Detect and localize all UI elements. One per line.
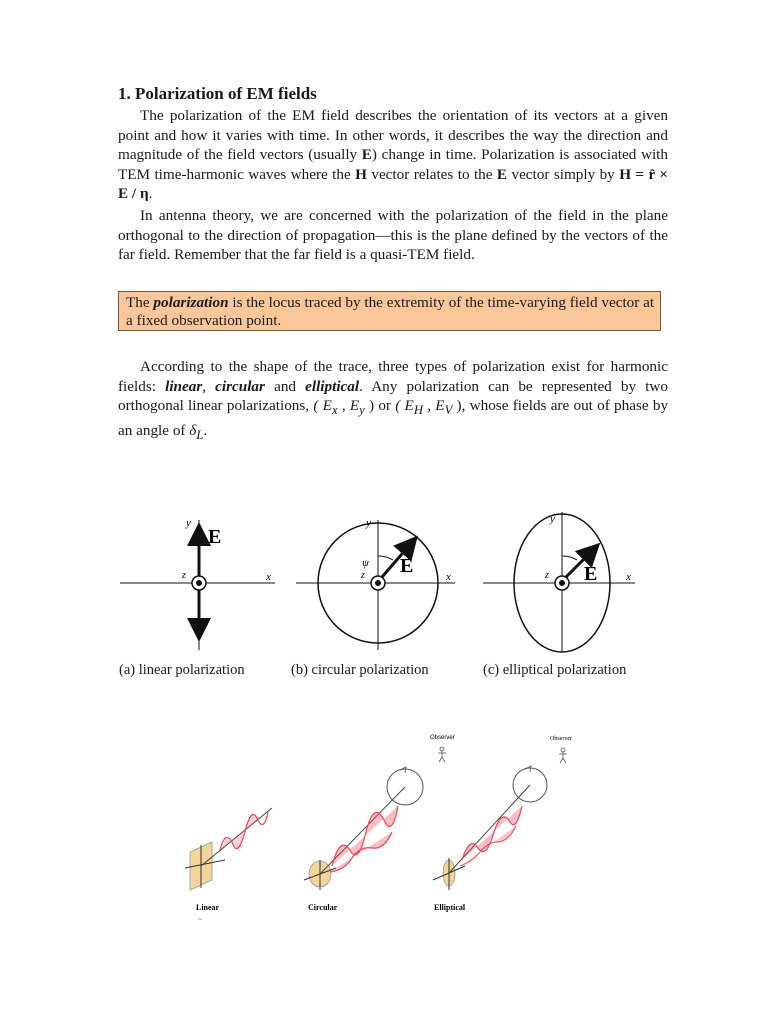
wave-illustration (0, 725, 768, 925)
svg-text:x: x (626, 571, 631, 583)
axis-z-label: z (182, 570, 186, 581)
caption-elliptical: (c) elliptical polarization (483, 662, 627, 678)
formula: H = r̂ × E / η (118, 165, 668, 203)
circular-wave-figure (304, 767, 423, 890)
paragraph-antenna-theory: In antenna theory, we are concerned with the polarization of the field in the plane orthogonal to the direction of propagation—this is the plane defined by the vectors of the far field. Remember that the far field is a quasi-TEM field. (118, 207, 668, 264)
elliptical-polarization-figure (483, 512, 635, 652)
observer-icon-1 (438, 747, 446, 762)
definition-box: The polarization is the locus traced by the extremity of the time-varying field vector at a fixed observation point. (118, 291, 661, 331)
tilde-mark: ~ (198, 915, 203, 924)
paragraph-intro: The polarization of the EM field describes the orientation of its vectors at a given point and how it varies with time. In other words, it describes the way the direction and magnitude of the field vectors (usually E) change in time. Polarization is associated with TEM time-harmonic waves where the H vector relates to the E vector simply by H = r̂ × E / η. (118, 107, 668, 203)
wave-label-circular: Circular (308, 903, 338, 912)
paragraph-types: According to the shape of the trace, three types of polarization exist for harmonic fields: linear, circular and elliptical. Any polarization can be represented by two orthogonal linear polarizations, ( $E_x$ , $E_y$ ) or ( $E_H$ , $E_V$ ), whose fields are out of phase by an angle of $\delta_L$. (118, 358, 669, 442)
axis-x-label: x (266, 571, 271, 583)
svg-text:E: E (584, 563, 598, 585)
linear-polarization-figure (120, 517, 275, 650)
wave-label-linear: Linear (196, 903, 220, 912)
svg-text:z: z (545, 570, 549, 581)
svg-text:y: y (550, 513, 555, 525)
section-heading: 1. Polarization of EM fields (118, 84, 317, 103)
polarization-diagram (0, 505, 768, 655)
svg-text:y: y (366, 517, 371, 529)
svg-text:E: E (400, 555, 414, 577)
elliptical-wave-figure (433, 766, 547, 890)
angle-psi-label: ψ (362, 557, 369, 569)
observer-label-1: Observer (430, 735, 455, 741)
wave-label-elliptical: Elliptical (434, 903, 466, 912)
axis-y-label: y (186, 517, 191, 529)
vector-e-label: E (208, 526, 222, 548)
observer-icon-2 (559, 748, 567, 763)
svg-text:z: z (361, 570, 365, 581)
svg-text:x: x (446, 571, 451, 583)
linear-wave-figure (185, 808, 272, 890)
caption-circular: (b) circular polarization (291, 662, 429, 678)
caption-linear: (a) linear polarization (119, 662, 245, 678)
observer-label-2: Observer (550, 736, 572, 742)
circular-polarization-figure (296, 517, 455, 650)
